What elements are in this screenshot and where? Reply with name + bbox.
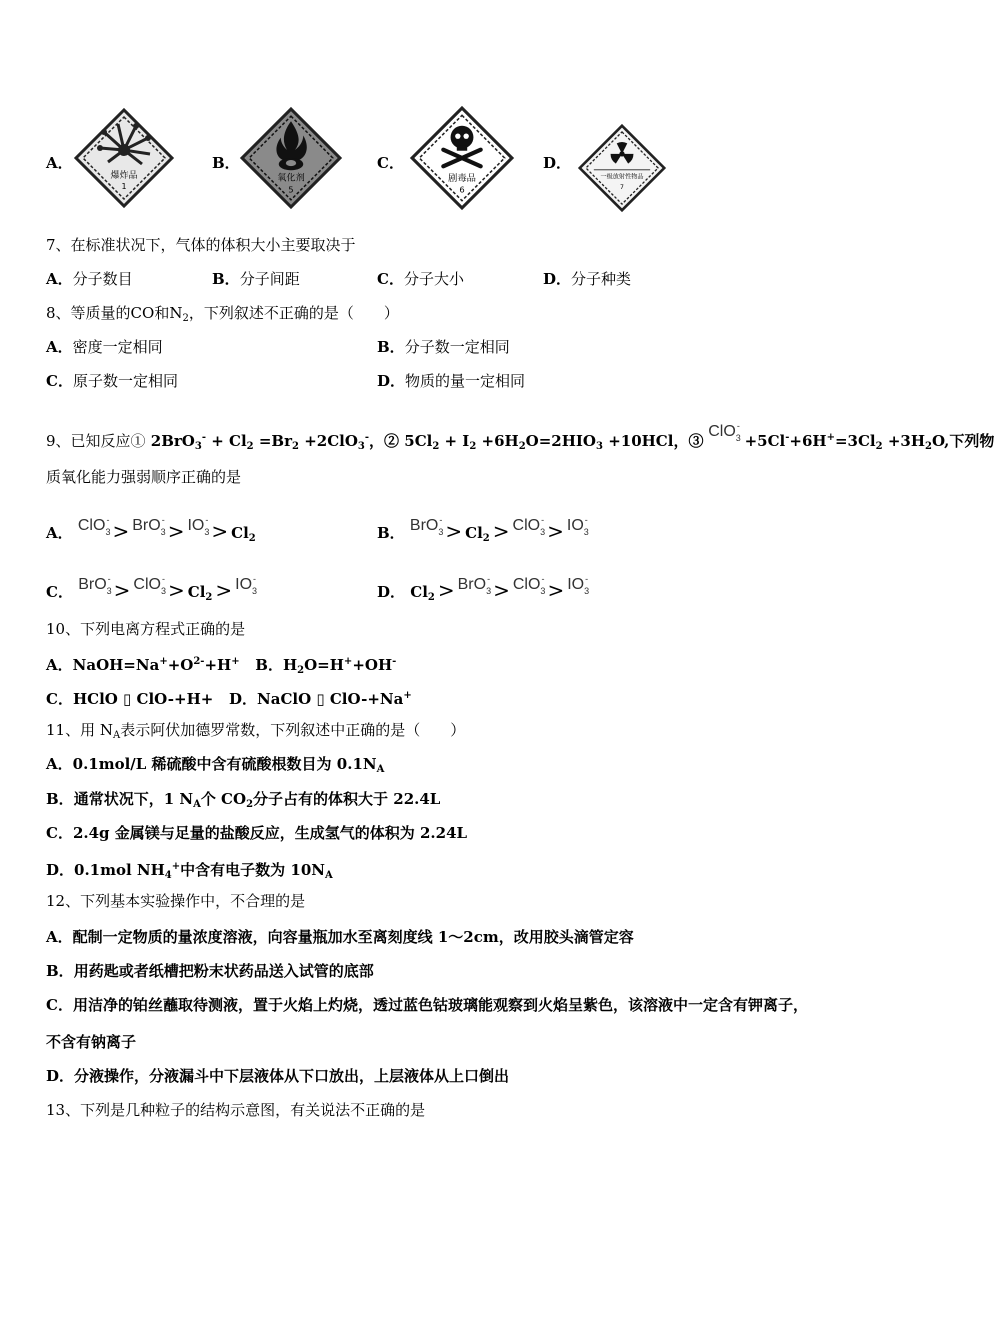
q7-option-a: A．分子数目 — [46, 270, 133, 288]
q12-option-d: D．分液操作，分液漏斗中下层液体从下口放出，上层液体从上口倒出 — [46, 1067, 510, 1085]
q10-options-ab: A．$NaOH=Na^++O^{2-}+H^+$ B．$H_2O=H^++OH^-$ — [46, 656, 397, 676]
q8-option-d: D．物质的量一定相同 — [377, 372, 526, 390]
question-13-stem: 13、下列是几种粒子的结构示意图，有关说法不正确的是 — [46, 1101, 426, 1119]
q10-options-cd: C．HClO ▯ ClO-+H+ D．NaClO ▯ ClO-+Na+ — [46, 690, 412, 708]
q7-option-c: C．分子大小 — [377, 270, 464, 288]
q12-option-c: C．用洁净的铂丝蘸取待测液，置于火焰上灼烧，透过蓝色钴玻璃能观察到火焰呈紫色，该溶液中一定含有钾离子， — [46, 996, 808, 1014]
sign-c-number: 6 — [459, 184, 465, 195]
sign-b-caption: 氧化剂 — [277, 172, 305, 184]
q7-option-d: D．分子种类 — [543, 270, 632, 288]
sign-a-label: A． — [46, 154, 73, 172]
sign-c-caption: 剧毒品 — [447, 172, 477, 184]
q8-option-a: A．密度一定相同 — [46, 338, 163, 356]
sign-d-number: 7 — [620, 184, 624, 192]
radioactive-sign — [578, 124, 666, 212]
q12-option-c-cont: 不含有钠离子 — [46, 1033, 137, 1051]
sign-c-label: C． — [377, 154, 404, 172]
sign-a-caption: 爆炸品 — [110, 171, 138, 181]
question-9-stem-line2: 质氧化能力强弱顺序正确的是 — [46, 468, 242, 486]
q11-option-a: A．0.1mol/L 稀硫酸中含有硫酸根数目为 $0.1N_A$ — [46, 755, 385, 775]
chlorate-ion: ClO$_3$- — [708, 421, 741, 443]
sign-d-label: D． — [543, 154, 572, 172]
q8-option-b: B．分子数一定相同 — [377, 338, 510, 356]
q9-option-a: A． $ClO_3^- > BrO_3^- > IO_3^- > Cl_2$ — [46, 515, 256, 544]
q8-option-c: C．原子数一定相同 — [46, 372, 178, 390]
q12-option-b: B．用药匙或者纸槽把粉末状药品送入试管的底部 — [46, 962, 374, 980]
q12-option-a: A．配制一定物质的量浓度溶液，向容量瓶加水至离刻度线 1～2cm，改用胶头滴管定容 — [46, 928, 634, 946]
question-10-stem: 10、下列电离方程式正确的是 — [46, 620, 246, 638]
explosive-sign — [74, 108, 174, 208]
q11-option-b: B．通常状况下，1 $N_A$个 $CO_2$分子占有的体积大于 22.4L — [46, 790, 441, 810]
sign-a-number: 1 — [121, 182, 127, 191]
question-8-stem: 8、等质量的CO和$N_2$，下列叙述不正确的是（ ） — [46, 304, 399, 324]
q9-option-d: D． $Cl_2 > BrO_3^- > ClO_3^- > IO_3^-$ — [377, 574, 590, 603]
q9-option-b: B． $BrO_3^- > Cl_2 > ClO_3^- > IO_3^-$ — [377, 515, 589, 544]
q11-option-d: D．0.1mol $NH_4^+$中含有电子数为 $10N_A$ — [46, 861, 333, 881]
sign-d-caption: 一级放射性物品 — [600, 173, 644, 181]
sign-b-number: 5 — [288, 184, 294, 195]
sign-b-label: B． — [212, 154, 240, 172]
q11-option-c: C．2.4g 金属镁与足量的盐酸反应，生成氢气的体积为 2.24L — [46, 824, 468, 842]
question-12-stem: 12、下列基本实验操作中，不合理的是 — [46, 892, 306, 910]
question-7-stem: 7、在标准状况下，气体的体积大小主要取决于 — [46, 236, 356, 254]
question-9-stem: 9、已知反应① $2BrO_3^- + Cl_2 =Br_2 +2ClO_3^-$，② $5Cl_2 + I_2 +6H_2O=2HIO_3 +10HCl$，③ $ClO_3^- +5Cl^-+6H^+=3Cl_2 +3H_2O$,下列物 — [46, 421, 994, 452]
q7-option-b: B．分子间距 — [212, 270, 300, 288]
toxic-sign — [410, 106, 514, 210]
q9-option-c: C． $BrO_3^- > ClO_3^- > Cl_2 > IO_3^-$ — [46, 574, 258, 603]
oxidizer-sign — [240, 106, 342, 210]
question-11-stem: 11、用 $N_A$表示阿伏加德罗常数，下列叙述中正确的是（ ） — [46, 721, 466, 741]
